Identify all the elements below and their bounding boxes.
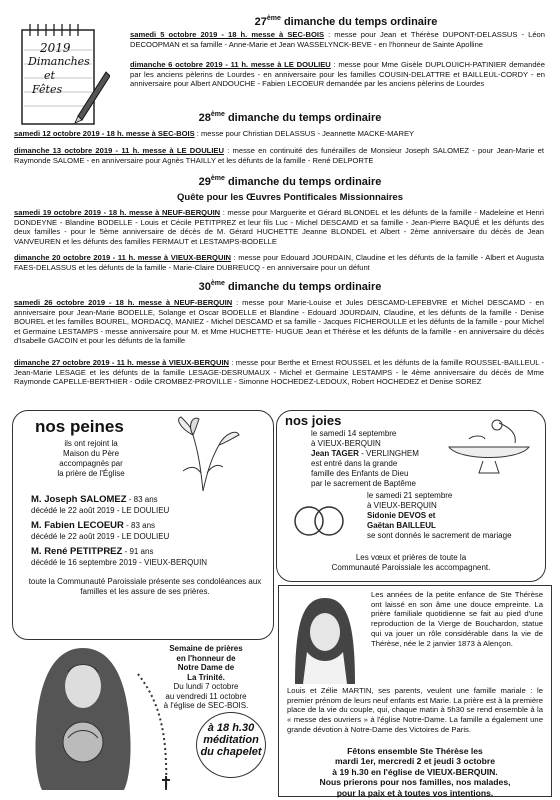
wedding-rings-icon <box>285 493 357 543</box>
peine-1-date: décédé le 22 août 2019 - LE DOULIEU <box>31 506 170 515</box>
entry-30-samedi: samedi 26 octobre 2019 - 18 h. messe à NEUF-BERQUIN : messe pour Marie-Louise et Jules DESCAMD-LEFEBVRE et Michel DESCAMD - en anniversaire pour Jean-Marie BODELLE, Solange et Oscar BODELLE et Blandine - Edouard JOURDAIN, Claudine, et les défunts de la famille - Denise BOUREL et les familles BOUREL, MORDACQ, MANIEZ - Michel DESCAMD et sa famille - Jacques FICHEROULLE et les défunts de la famille - pour Michel et Germaine LESTAMPS - messe anniversaire pour M. et Mme HUCHETTE- HUGUE Jean et Thérèse et les défunts de la famille - en anniversaire du décès d'Isabelle GACOIN et pour les défunts de la famille <box>14 298 545 346</box>
peines-title: nos peines <box>35 417 124 436</box>
entry-27-samedi: samedi 5 octobre 2019 - 18 h. messe à SEC-BOIS : messe pour Jean et Thérèse DUPONT-DELASSUS - Léon DECOOPMAN et sa famille - Anne-Marie et Jean WASSELYNCK-BEVE - en l'honneur de Sainte Apolline <box>130 30 545 49</box>
entry-27-dimanche: dimanche 6 octobre 2019 - 11 h. messe à LE DOULIEU : messe pour Mme Gisèle DUPLOUICH-PATINIER demandée par les anciens pèlerins de Lourdes - en anniversaire pour les familles COUSIN-DELATTRE et BAILLEUL-CORDY - en anniversaire pour Albert ANDOUCHE - Fabien LECOEUR demandée par les anciens pèlerins de Lourdes <box>130 60 545 89</box>
sainte-therese-box <box>278 585 552 797</box>
entry-29-dimanche: dimanche 20 octobre 2019 - 11 h. messe à VIEUX-BERQUIN : messe pour Edouard JOURDAIN, Claudine et les défunts de la famille - Albert et Augusta FAES-DELASSUS et les défunts de la famille - Marie-Claire DUBREUCQ - en anniversaire pour un défunt <box>14 253 545 272</box>
lily-flower-icon <box>163 415 243 493</box>
logo-year: 2019 <box>40 41 71 55</box>
peines-intro: ils ont rejoint la Maison du Père accompagnés par la prière de l'Église <box>57 439 125 478</box>
joies-title: nos joies <box>285 413 342 428</box>
notepad-icon <box>18 20 110 128</box>
nos-joies-box <box>276 410 546 582</box>
peine-1: M. Joseph SALOMEZ - 83 ans <box>31 494 158 505</box>
sainte-therese-portrait <box>287 592 363 684</box>
nos-peines-box <box>12 410 274 640</box>
peine-2-date: décédé le 22 août 2019 - LE DOULIEU <box>31 532 170 541</box>
heading-27: 27ème dimanche du temps ordinaire <box>254 15 438 28</box>
therese-fete: Fêtons ensemble Ste Thérèse les mardi 1er, mercredi 2 et jeudi 3 octobre à 19 h.30 en l'église de VIEUX-BERQUIN. Nous prierons pour nos familles, nos malades, pour la paix et à toutes vos intentions. <box>319 746 511 798</box>
peine-2: M. Fabien LECOEUR - 83 ans <box>31 520 156 531</box>
bapteme-text: le samedi 14 septembre à VIEUX-BERQUIN Jean TAGER - VERLINGHEM est entré dans la grande famille des Enfants de Dieu par le sacrement de Baptême <box>311 429 419 488</box>
semaine-text: Semaine de prières en l'honneur de Notre Dame de La Trinité. Du lundi 7 octobre au vendredi 11 octobre à l'église de SEC-BOIS. <box>163 644 249 710</box>
logo-line1: Dimanches <box>28 55 90 68</box>
therese-p1: Les années de la petite enfance de Ste Thérèse ont laissé en son âme une douce empreinte. La prière familiale quotidienne se fait au pied d'une reproduction de la Vierge de Bouchardon, statue qui va jouer un rôle considérable dans la vie de Thérèse, née le 2 janvier 1873 à Alençon. <box>371 590 543 648</box>
calendar-notepad-logo <box>18 20 110 128</box>
logo-line2: et <box>44 69 55 82</box>
joies-outro: Les vœux et prières de toute la Communauté Paroissiale les accompagnent. <box>331 553 491 572</box>
mariage-text: le samedi 21 septembre à VIEUX-BERQUIN Sidonie DEVOS et Gaëtan BAILLEUL se sont donnés le sacrement de mariage <box>367 491 512 540</box>
entry-29-samedi: samedi 19 octobre 2019 - 18 h. messe à NEUF-BERQUIN : messe pour Marguerite et Gérard BLONDEL et les défunts de la famille - Madeleine et Henri DONDEYNE - Blandine BODELLE - Louis et Cécile PETITPREZ et leur fils Luc - Michel DESCAMD et sa famille - Jean-Pierre BAQUÉ et les défunts des deux familles - pour le 5ème anniversaire de décès de M. Gérard HUCHETTE Jeanne BLONDEL et Albert - 2ème anniversaire du décès de Jean VANVEUREN et les défunts des familles FERMAUT et LESTAMPS-BODELLE <box>14 208 544 246</box>
therese-p2: Louis et Zélie MARTIN, ses parents, veulent une famille mariale : le premier prénom de leurs neuf enfants est Marie. La prière est à la première place de la vie du couple, qui, chaque matin à 5h30 se rend ensemble à la « messe des ouvriers » à l'église Notre-Dame. La famille a également une grande dévotion à Notre-Dame des Victoires de Paris. <box>287 686 543 734</box>
logo-line3: Fêtes <box>32 83 63 96</box>
entry-28-samedi: samedi 12 octobre 2019 - 18 h. messe à SEC-BOIS : messe pour Christian DELASSUS - Jeannette MACKE-MAREY <box>14 129 415 138</box>
heading-29: 29ème dimanche du temps ordinaire <box>198 175 382 188</box>
heading-30: 30ème dimanche du temps ordinaire <box>198 280 382 293</box>
entry-30-dimanche: dimanche 27 octobre 2019 - 11 h. messe à VIEUX-BERQUIN : messe pour Berthe et Ernest ROUSSEL et les défunts de la famille ROUSSEL-BAILLEUL - Jean-Marie LESAGE et les défunts de la famille LESAGE-DESRUMAUX - Michel et Germaine LESTAMPS - le 4ème anniversaire du décès de Mme Raymonde CAPELLE-BERTHIER - Odile CROMBEZ-PROVILLE - Simonne HOCHEDEZ-LEDOUX, Robert HOCHEDEZ et Denise SOREZ <box>14 358 544 387</box>
entry-28-dimanche: dimanche 13 octobre 2019 - 11 h. messe à LE DOULIEU : messe en continuité des funérailles de Monsieur Joseph SALOMEZ - pour Jean-Marie et Raymonde SALOME - en anniversaire pour Agnès THAILLY et les défunts de la famille - René DELPORTE <box>14 146 544 165</box>
chapelet-badge: à 18 h.30 méditation du chapelet <box>196 712 266 778</box>
peine-3: M. René PETITPREZ - 91 ans <box>31 546 154 557</box>
peines-outro: toute la Communauté Paroissiale présente ses condoléances aux familles et les assure de ses prières. <box>28 577 262 596</box>
quete-line: Quête pour les Œuvres Pontificales Missionnaires <box>177 192 403 203</box>
heading-28: 28ème dimanche du temps ordinaire <box>198 111 382 124</box>
virgin-mary-image <box>28 642 138 792</box>
peine-3-date: décédé le 16 septembre 2019 - VIEUX-BERQUIN <box>31 558 208 567</box>
